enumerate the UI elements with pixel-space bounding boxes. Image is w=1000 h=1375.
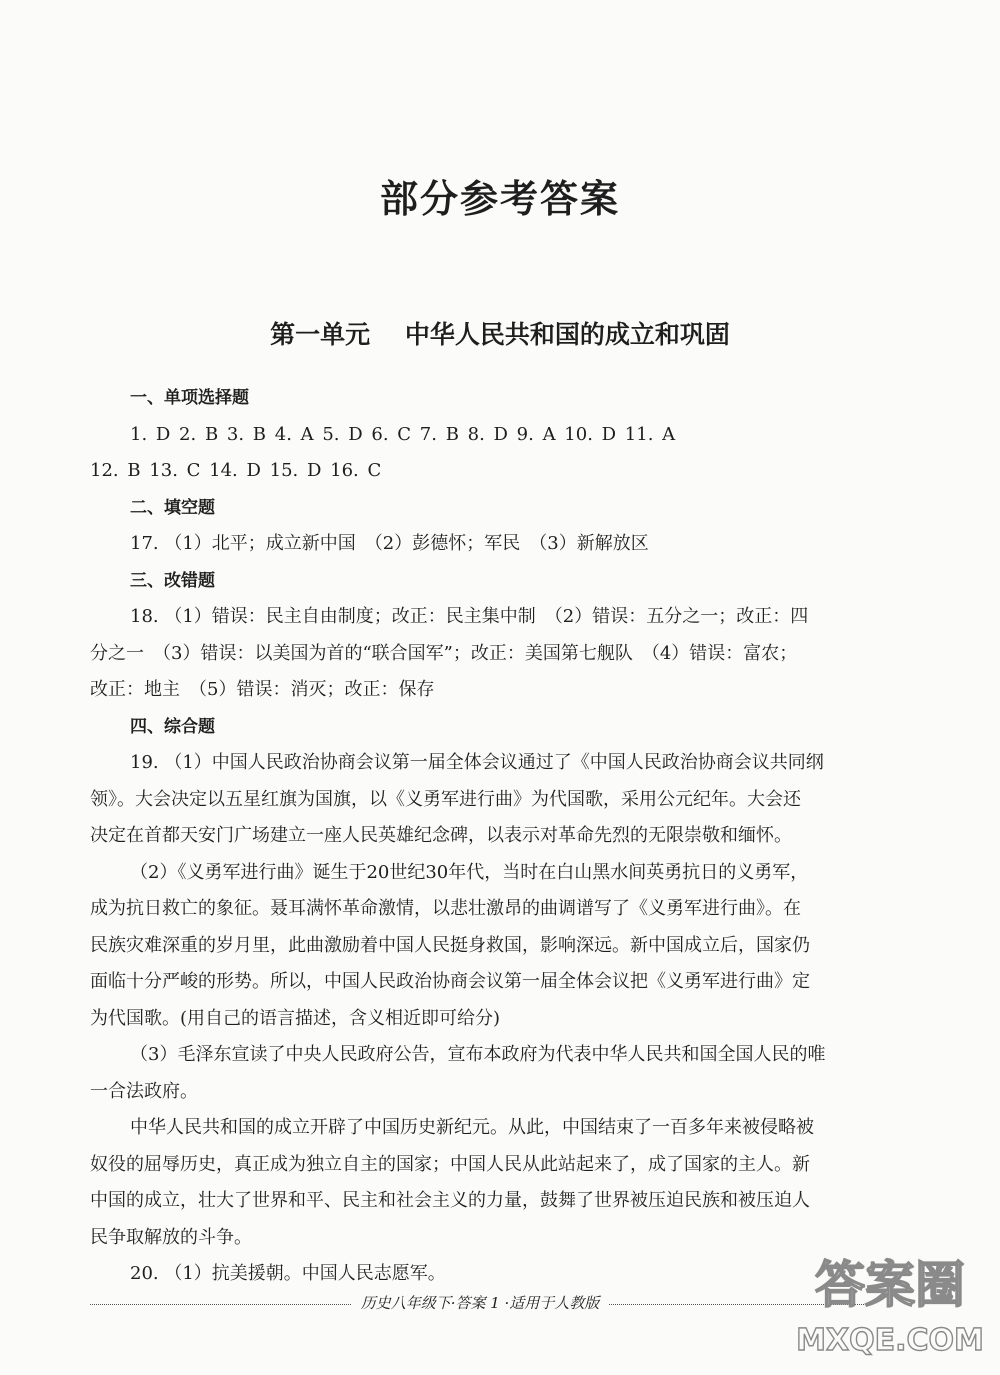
answer-line: 为代国歌。(用自己的语言描述，含义相近即可给分) <box>90 1007 501 1029</box>
answer-line: 20. （1）抗美援朝。中国人民志愿军。 <box>130 1263 446 1284</box>
answer-line: 12. B 13. C 14. D 15. D 16. C <box>90 460 382 481</box>
answer-line: （2）《义勇军进行曲》诞生于20世纪30年代，当时在白山黑水间英勇抗日的义勇军， <box>130 861 809 883</box>
section-heading: 二、填空题 <box>130 497 215 518</box>
answer-line: 分之一 （3）错误：以美国为首的“联合国军”；改正：美国第七舰队 （4）错误：富农； <box>90 642 798 664</box>
section-heading: 一、单项选择题 <box>130 388 249 408</box>
answer-line: 领》。大会决定以五星红旗为国旗，以《义勇军进行曲》为代国歌，采用公元纪年。大会还 <box>90 788 801 810</box>
answer-line: 19. （1）中国人民政治协商会议第一届全体会议通过了《中国人民政治协商会议共同纲 <box>130 752 824 773</box>
answer-line: 民族灾难深重的岁月里，此曲激励着中国人民挺身救国，影响深远。新中国成立后，国家仍 <box>90 934 810 956</box>
answer-line: 17. （1）北平；成立新中国 （2）彭德怀；军民 （3）新解放区 <box>130 533 649 554</box>
answer-line: 成为抗日救亡的象征。聂耳满怀革命激情，以悲壮激昂的曲调谱写了《义勇军进行曲》。在 <box>90 898 801 919</box>
answer-line: 民争取解放的斗争。 <box>90 1226 252 1248</box>
section-heading: 三、改错题 <box>130 570 215 591</box>
page-title: 部分参考答案 <box>379 177 620 221</box>
unit-title: 第一单元 中华人民共和国的成立和巩固 <box>270 320 730 349</box>
watermark-text: 答案圈 <box>815 1256 965 1314</box>
answer-line: 18. （1）错误：民主自由制度；改正：民主集中制 （2）错误：五分之一；改正：四 <box>130 606 809 627</box>
answer-line: 改正：地主 （5）错误：消灭；改正：保存 <box>90 679 435 700</box>
answer-line: 1. D 2. B 3. B 4. A 5. D 6. C 7. B 8. D 9. A 10. D 11. A <box>130 423 676 445</box>
page-footer <box>90 1292 870 1313</box>
answer-line: 中国的成立，壮大了世界和平、民主和社会主义的力量，鼓舞了世界被压迫民族和被压迫人 <box>90 1190 810 1211</box>
section-heading: 四、综合题 <box>130 716 215 737</box>
answer-line: 中华人民共和国的成立开辟了中国历史新纪元。从此，中国结束了一百多年来被侵略被 <box>130 1117 814 1138</box>
answer-line: 面临十分严峻的形势。所以，中国人民政治协商会议第一届全体会议把《义勇军进行曲》定 <box>90 971 810 992</box>
watermark-url: MXQE.COM <box>796 1323 984 1358</box>
answer-line: 一合法政府。 <box>90 1080 198 1102</box>
footer-dotted-rule <box>90 1304 351 1305</box>
answer-line: 奴役的屈辱历史，真正成为独立自主的国家；中国人民从此站起来了，成了国家的主人。新 <box>90 1153 810 1175</box>
answer-line: （3）毛泽东宣读了中央人民政府公告，宣布本政府为代表中华人民共和国全国人民的唯 <box>130 1044 826 1065</box>
answer-line: 决定在首都天安门广场建立一座人民英雄纪念碑，以表示对革命先烈的无限崇敬和缅怀。 <box>90 825 792 846</box>
footer-text: 历史八年级下·答案 1 ·适用于人教版 <box>360 1294 600 1312</box>
answer-body <box>90 380 870 1293</box>
watermark-logo-icon <box>795 1240 985 1365</box>
